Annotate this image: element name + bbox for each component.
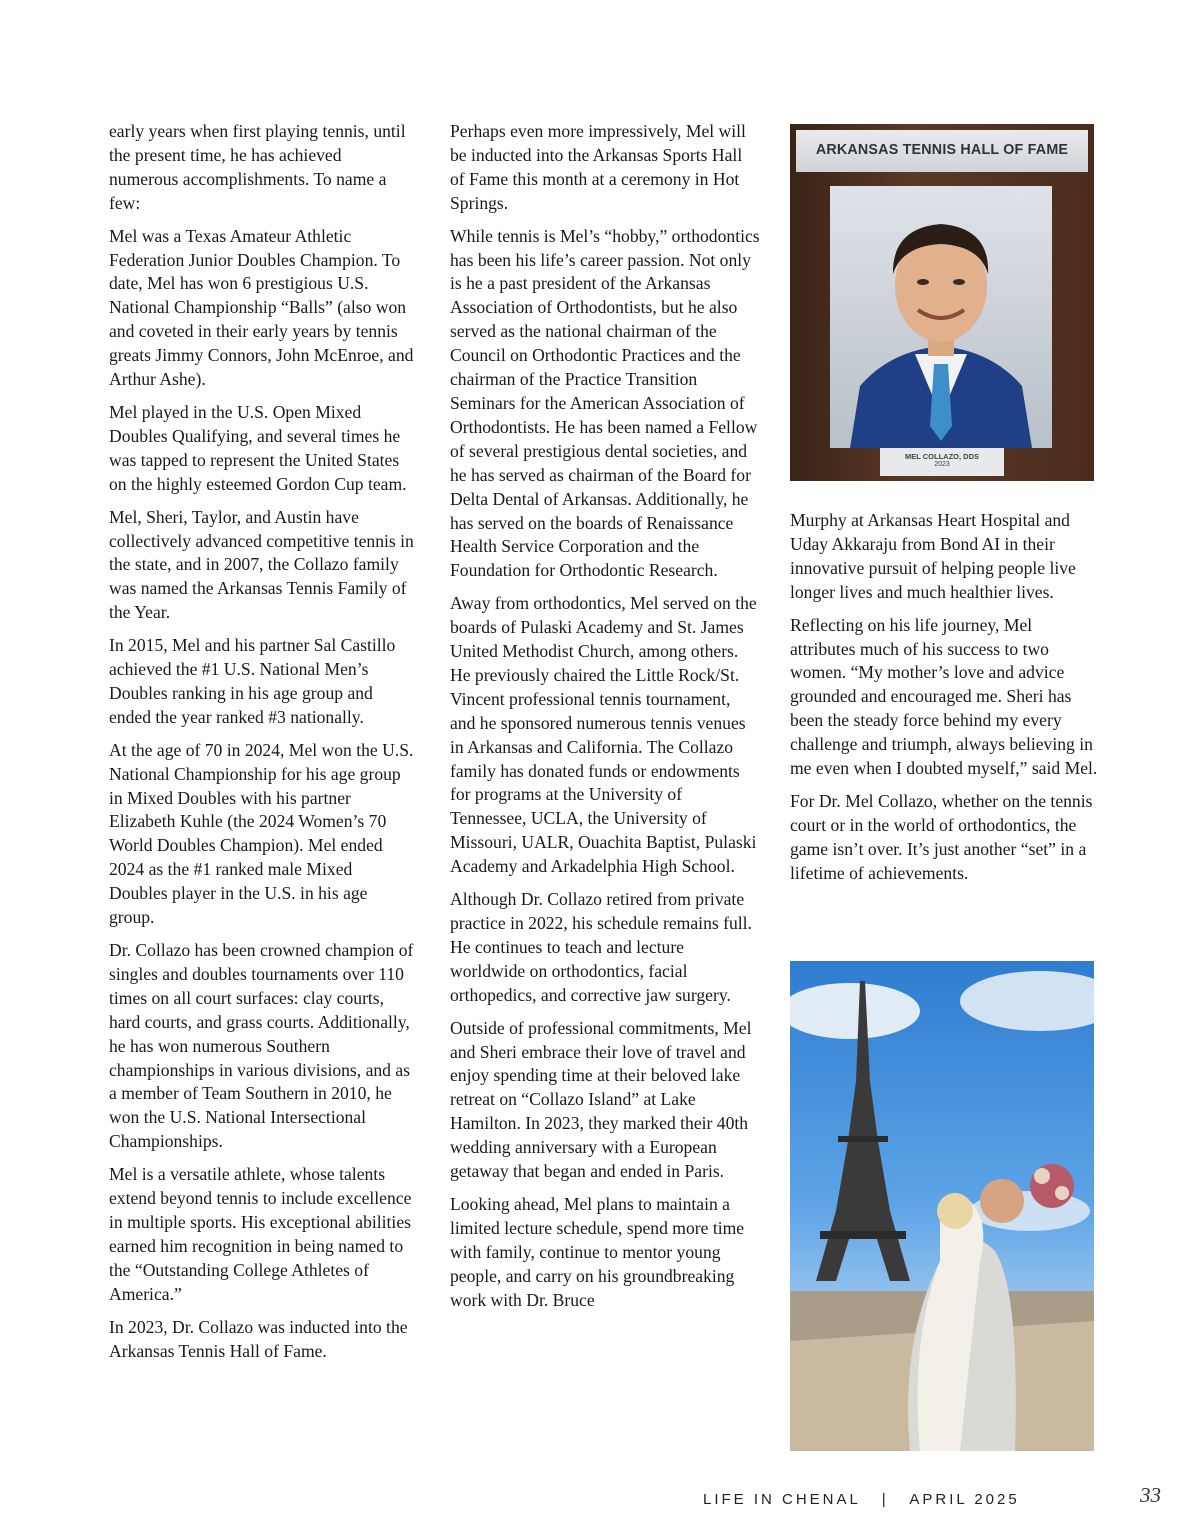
paragraph: Mel was a Texas Amateur Athletic Federation Junior Doubles Champion. To date, Mel has won 6 prestigious U.S. National Championship “Balls” (also won and coveted in their early years by tennis greats Jimmy Connors, John McEnroe, and Arthur Ashe). (109, 225, 414, 390)
page-number: 33 (1140, 1483, 1161, 1507)
paragraph: Outside of professional commitments, Mel and Sheri embrace their love of travel and enjoy spending time at their beloved lake retreat on “Collazo Island” at Lake Hamilton. In 2023, they marked their 40th wedding anniversary with a European getaway that began and ended in Paris. (450, 1017, 752, 1182)
paragraph: Away from orthodontics, Mel served on the boards of Pulaski Academy and St. James United Methodist Church, among others. He previously chaired the Little Rock/St. Vincent professional tennis tournament, and he sponsored numerous tennis venues in Arkansas and California. The Collazo family has donated funds or endowments for programs at the University of Tennessee, UCLA, the University of Missouri, UALR, Ouachita Baptist, Pulaski Academy and Arkadelphia High School. (450, 593, 757, 877)
paragraph: early years when first playing tennis, until the present time, he has achieved numerous accomplishments. To name a few: (109, 121, 406, 213)
plaque-nameplate (880, 448, 1004, 476)
plaque-year: 2023 (934, 461, 950, 468)
paragraph: Mel is a versatile athlete, whose talents extend beyond tennis to include excellence in multiple sports. His exceptional abilities earned him recognition in being named to the “Outstanding College Athletes of America.” (109, 1164, 412, 1304)
plaque-header (796, 130, 1088, 172)
paris-illustration (790, 961, 1094, 1451)
portrait-photo (830, 186, 1052, 448)
article-column-2 (450, 120, 760, 1322)
paragraph: At the age of 70 in 2024, Mel won the U.S. National Championship for his age group in Mixed Doubles with his partner Elizabeth Kuhle (the 2024 Women’s 70 World Doubles Champion). Mel ended 2024 as the #1 ranked male Mixed Doubles player in the U.S. in his age group. (109, 739, 414, 928)
footer-publication: LIFE IN CHENAL | APRIL 2025 (703, 1491, 1020, 1508)
article-column-1 (109, 120, 415, 1372)
portrait-illustration (830, 186, 1052, 448)
hall-of-fame-plaque-photo (790, 124, 1094, 481)
paragraph: Murphy at Arkansas Heart Hospital and Uday Akkaraju from Bond AI in their innovative pursuit of helping people live longer lives and much healthier lives. (790, 510, 1076, 602)
paragraph: Mel played in the U.S. Open Mixed Doubles Qualifying, and several times he was tapped to represent the United States on the highly esteemed Gordon Cup team. (109, 401, 407, 494)
article-column-3 (790, 509, 1100, 895)
paragraph: In 2015, Mel and his partner Sal Castillo achieved the #1 U.S. National Men’s Doubles ranking in his age group and ended the year ranked #3 nationally. (109, 635, 396, 727)
paragraph: Reflecting on his life journey, Mel attributes much of his success to two women. “My mother’s love and advice grounded and encouraged me. Sheri has been the steady force behind my every challenge and triumph, always believing in me even when I doubted myself,” said Mel. (790, 614, 1098, 779)
paragraph: In 2023, Dr. Collazo was inducted into the Arkansas Tennis Hall of Fame. (109, 1316, 408, 1361)
paragraph: While tennis is Mel’s “hobby,” orthodontics has been his life’s career passion. Not only is he a past president of the Arkansas Association of Orthodontists, but he also served as the national chairman of the Council on Orthodontic Practices and the chairman of the Practice Transition Seminars for the American Association of Orthodontists. He has been named a Fellow of several prestigious dental societies, and he has served as chairman of the Board for Delta Dental of Arkansas. Additionally, he has served on the boards of Renaissance Health Service Corporation and the Foundation for Orthodontic Research. (450, 225, 760, 581)
paragraph: Dr. Collazo has been crowned champion of singles and doubles tournaments over 110 times on all court surfaces: clay courts, hard courts, and grass courts. Additionally, he has won numerous Southern championships in various divisions, and as a member of Team Southern in 2010, he won the U.S. National Intersectional Championships. (109, 940, 414, 1152)
plaque-name: MEL COLLAZO, DDS (904, 452, 980, 461)
plaque-title: ARKANSAS TENNIS HALL OF FAME (815, 142, 1069, 158)
paragraph: Perhaps even more impressively, Mel will be inducted into the Arkansas Sports Hall of Fame this month at a ceremony in Hot Springs. (450, 121, 746, 213)
paragraph: Mel, Sheri, Taylor, and Austin have collectively advanced competitive tennis in the state, and in 2007, the Collazo family was named the Arkansas Tennis Family of the Year. (109, 506, 414, 623)
paragraph: Although Dr. Collazo retired from private practice in 2022, his schedule remains full. He continues to teach and lecture worldwide on orthodontics, facial orthopedics, and corrective jaw surgery. (450, 889, 752, 1005)
paragraph: Looking ahead, Mel plans to maintain a limited lecture schedule, spend more time with family, continue to mentor young people, and carry on his groundbreaking work with Dr. Bruce (450, 1193, 745, 1310)
paragraph: For Dr. Mel Collazo, whether on the tennis court or in the world of orthodontics, the game isn’t over. It’s just another “set” in a lifetime of achievements. (790, 790, 1093, 883)
eiffel-tower-couple-photo (790, 961, 1094, 1451)
